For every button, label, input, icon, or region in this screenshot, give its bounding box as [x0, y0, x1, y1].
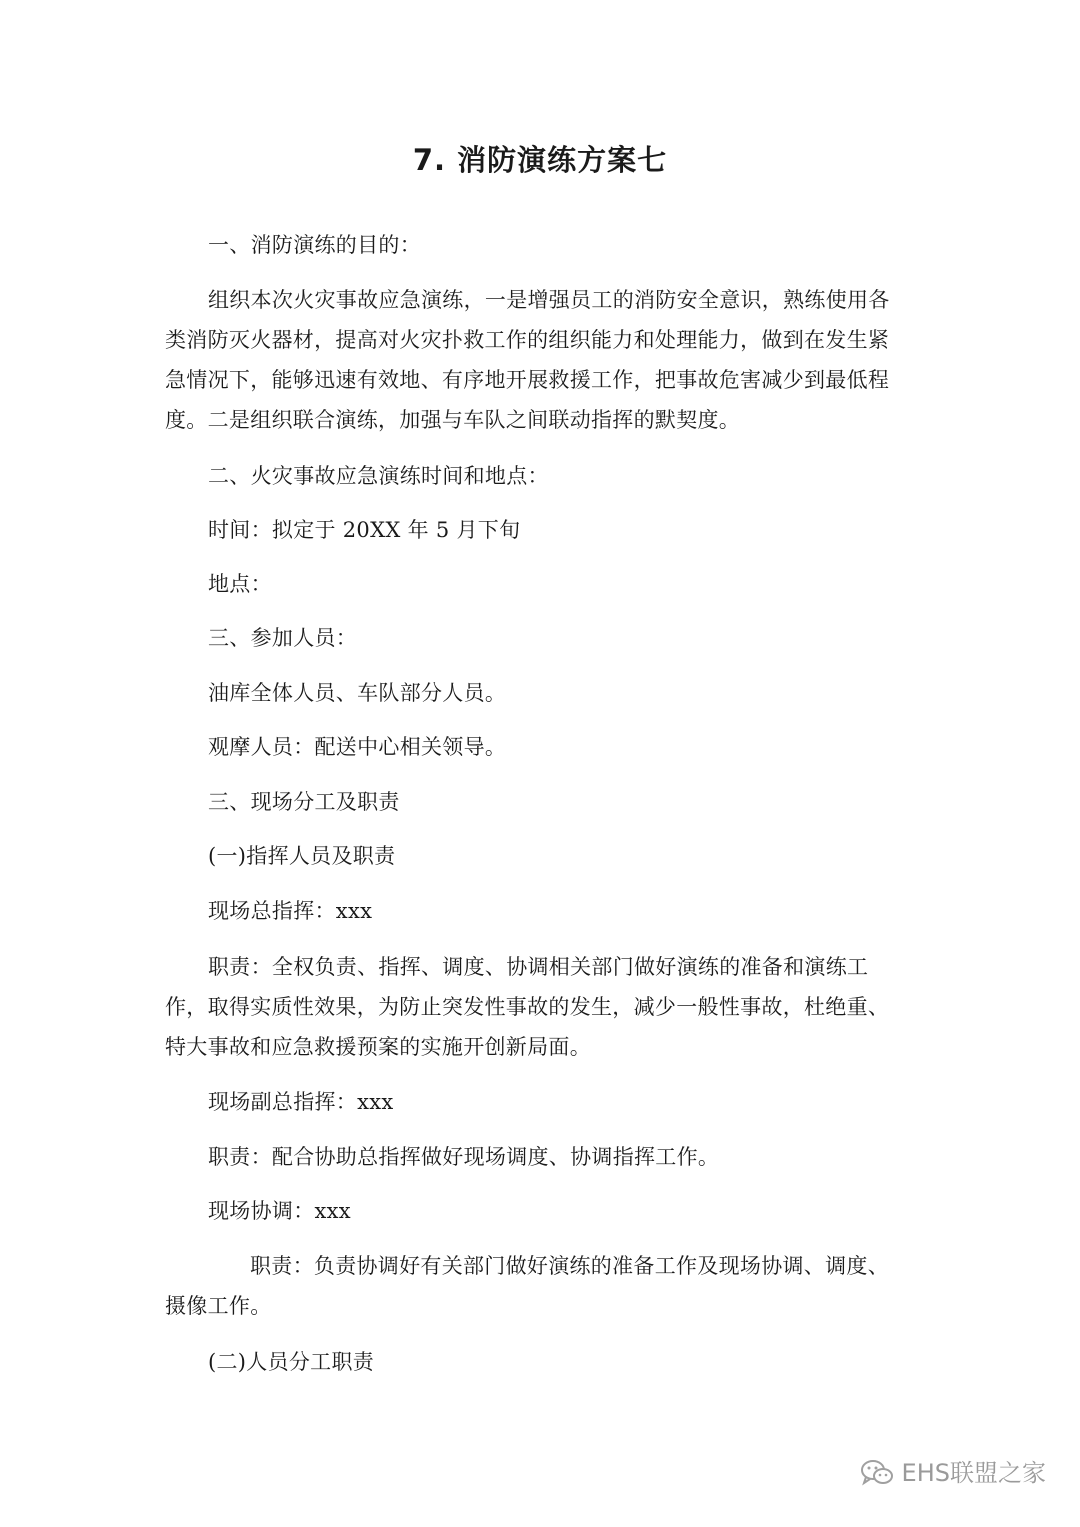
section-heading-duties: 三、现场分工及职责: [208, 790, 400, 814]
participants-line: 油库全体人员、车队部分人员。: [208, 681, 507, 705]
page-title: 7. 消防演练方案七: [412, 143, 668, 177]
subsection-heading-staff: (二)人员分工职责: [208, 1350, 375, 1374]
wechat-icon: [860, 1458, 894, 1488]
paragraph-line: 急情况下，能够迅速有效地、有序地开展救援工作，把事故危害减少到最低程: [165, 368, 890, 392]
paragraph-line: 特大事故和应急救援预案的实施开创新局面。: [165, 1035, 591, 1059]
commander-line: 现场总指挥：xxx: [208, 899, 373, 923]
paragraph-line: 作，取得实质性效果，为防止突发性事故的发生，减少一般性事故，杜绝重、: [165, 995, 890, 1019]
watermark-text: EHS联盟之家: [901, 1459, 1046, 1487]
time-line: 时间：拟定于 20XX 年 5 月下旬: [208, 518, 521, 542]
observers-line: 观摩人员：配送中心相关领导。: [208, 735, 507, 759]
paragraph-line: 类消防灭火器材，提高对火灾扑救工作的组织能力和处理能力，做到在发生紧: [165, 328, 890, 352]
coordinator-line: 现场协调：xxx: [208, 1199, 351, 1223]
paragraph-line: 职责：配合协助总指挥做好现场调度、协调指挥工作。: [208, 1145, 720, 1169]
paragraph-line: 职责：全权负责、指挥、调度、协调相关部门做好演练的准备和演练工: [208, 955, 869, 979]
section-heading-participants: 三、参加人员：: [208, 626, 358, 650]
paragraph-line: 度。二是组织联合演练，加强与车队之间联动指挥的默契度。: [165, 408, 741, 432]
section-heading-purpose: 一、消防演练的目的：: [208, 233, 421, 257]
paragraph-line: 摄像工作。: [165, 1294, 272, 1318]
paragraph-line: 职责：负责协调好有关部门做好演练的准备工作及现场协调、调度、: [250, 1254, 889, 1278]
paragraph-line: 组织本次火灾事故应急演练，一是增强员工的消防安全意识，熟练使用各: [208, 288, 890, 312]
subsection-heading-commanders: (一)指挥人员及职责: [208, 844, 396, 868]
deputy-commander-line: 现场副总指挥：xxx: [208, 1090, 394, 1114]
watermark: [860, 1458, 1046, 1488]
section-heading-time-place: 二、火灾事故应急演练时间和地点：: [208, 464, 549, 488]
place-line: 地点：: [208, 572, 272, 596]
